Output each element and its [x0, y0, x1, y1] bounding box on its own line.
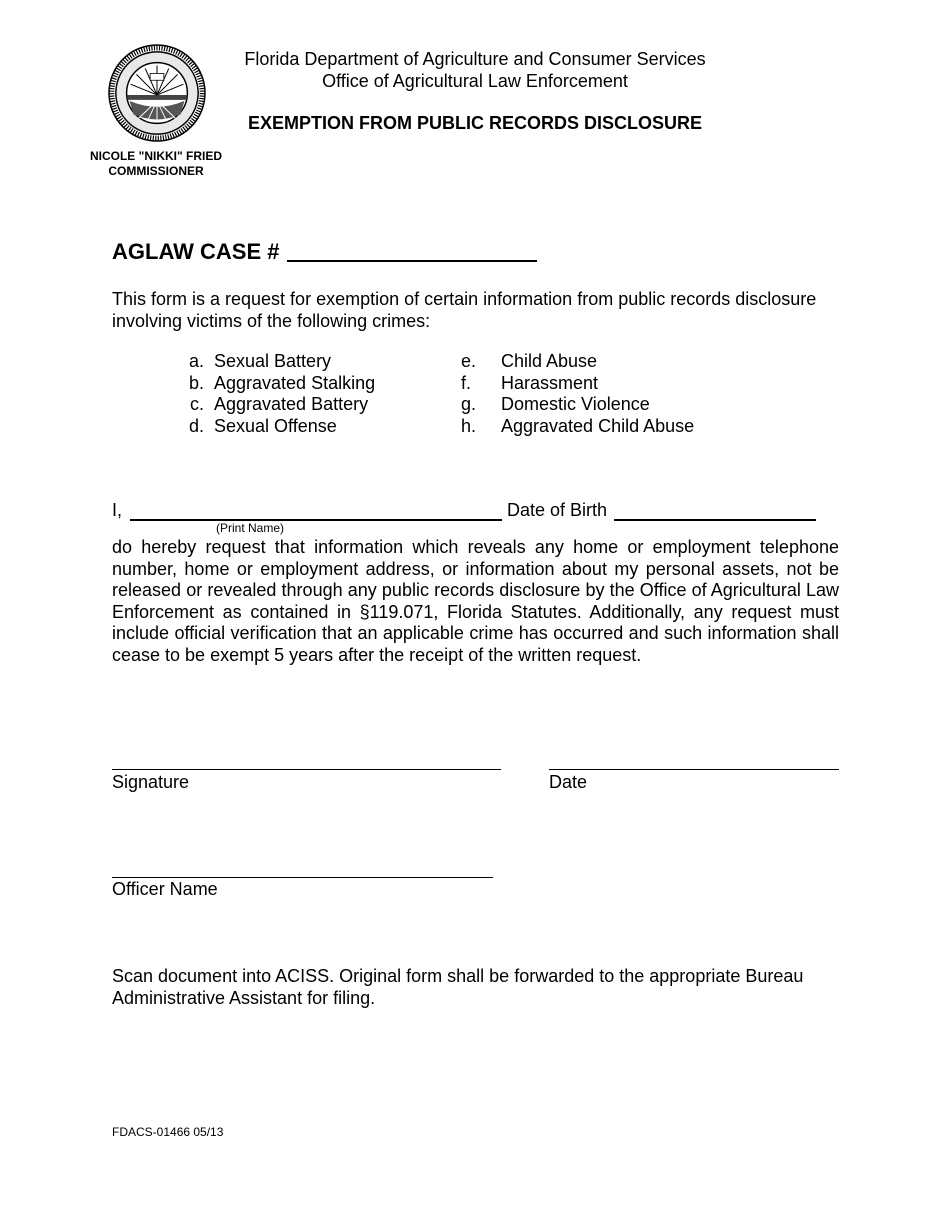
crime-name: Sexual Battery [214, 351, 332, 371]
date-field[interactable] [549, 769, 839, 770]
date-of-birth-field[interactable] [614, 519, 816, 521]
crime-letter: e. [461, 351, 477, 371]
print-name-caption: (Print Name) [216, 521, 285, 535]
signature-field[interactable] [112, 769, 501, 770]
commissioner-block [80, 149, 232, 179]
officer-name-label: Officer Name [112, 879, 218, 899]
office-name: Office of Agricultural Law Enforcement [322, 71, 628, 91]
crime-name: Aggravated Battery [214, 394, 369, 414]
crime-letter: g. [461, 394, 477, 414]
officer-name-field[interactable] [112, 877, 493, 878]
commissioner-title: COMMISSIONER [108, 164, 204, 178]
case-number-label: AGLAW CASE # [112, 239, 280, 264]
department-header [210, 48, 740, 92]
date-label: Date [549, 772, 588, 792]
request-paragraph: do hereby request that information which reveals any home or employment telephone number, home or employment address, or information about my personal assets, not be released or revealed through any public records disclosure by the Office of Agricultural Law Enforcement as contained in §119.071, Florida Statutes. Additionally, any request must include official verification that an applicable crime has occurred and such information shall cease to be exempt 5 years after the receipt of the written request. [112, 537, 839, 665]
form-title: EXEMPTION FROM PUBLIC RECORDS DISCLOSURE [247, 113, 703, 133]
case-number-field[interactable] [287, 260, 537, 262]
crime-letter: d. [188, 415, 204, 436]
crime-letter: c. [189, 394, 204, 414]
department-name: Florida Department of Agriculture and Consumer Services [244, 49, 706, 69]
commissioner-name: NICOLE "NIKKI" FRIED [89, 149, 223, 163]
crime-name: Child Abuse [501, 351, 598, 371]
intro-paragraph: This form is a request for exemption of certain information from public records disclosure involving victims of the following crimes: [112, 289, 817, 331]
crime-letter: a. [188, 351, 204, 371]
crime-letter: b. [188, 372, 204, 393]
crime-letter: f. [461, 372, 472, 393]
crime-name: Aggravated Stalking [214, 372, 376, 393]
signature-label: Signature [112, 772, 190, 792]
crime-name: Domestic Violence [501, 394, 650, 414]
crime-name: Aggravated Child Abuse [501, 415, 695, 436]
crime-name: Harassment [501, 372, 599, 393]
form-number: FDACS-01466 05/13 [112, 1125, 224, 1139]
crime-letter: h. [461, 415, 477, 436]
i-label: I, [112, 500, 123, 520]
crime-name: Sexual Offense [214, 415, 337, 436]
scan-instructions: Scan document into ACISS. Original form shall be forwarded to the appropriate Bureau Administrative Assistant for filing. [112, 966, 804, 1008]
dob-label: Date of Birth [507, 500, 608, 520]
state-seal-icon [108, 44, 206, 142]
print-name-field[interactable] [130, 519, 502, 521]
